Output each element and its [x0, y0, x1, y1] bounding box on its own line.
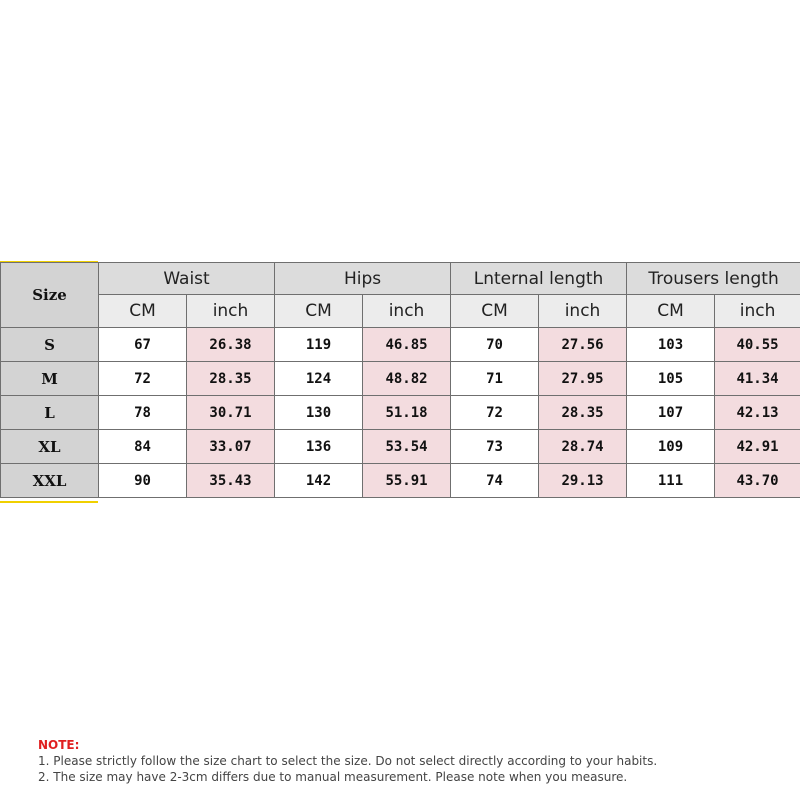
- waist-cm-cell: 90: [99, 464, 187, 498]
- internal-length-inch-cell: 28.35: [539, 396, 627, 430]
- size-chart-table: [0, 262, 800, 498]
- trousers-length-cm-cell: 111: [627, 464, 715, 498]
- unit-header-inch: inch: [715, 295, 800, 328]
- table-row: [1, 430, 800, 464]
- hips-cm-cell: 130: [275, 396, 363, 430]
- waist-inch-cell: 30.71: [187, 396, 275, 430]
- waist-inch-cell: 26.38: [187, 328, 275, 362]
- unit-header-inch: inch: [187, 295, 275, 328]
- trousers-length-cm-cell: 105: [627, 362, 715, 396]
- waist-cm-cell: 67: [99, 328, 187, 362]
- waist-inch-cell: 35.43: [187, 464, 275, 498]
- size-label: XXL: [1, 464, 99, 498]
- trousers-length-cm-cell: 109: [627, 430, 715, 464]
- hips-header: Hips: [275, 263, 451, 295]
- hips-inch-cell: 53.54: [363, 430, 451, 464]
- unit-header-cm: CM: [627, 295, 715, 328]
- waist-cm-cell: 72: [99, 362, 187, 396]
- size-label: M: [1, 362, 99, 396]
- table-row: [1, 464, 800, 498]
- unit-header-cm: CM: [99, 295, 187, 328]
- table-row: [1, 396, 800, 430]
- size-label: XL: [1, 430, 99, 464]
- trousers-length-inch-cell: 42.91: [715, 430, 800, 464]
- waist-header: Waist: [99, 263, 275, 295]
- internal-length-cm-cell: 72: [451, 396, 539, 430]
- size-header: Size: [1, 263, 99, 328]
- waist-cm-cell: 78: [99, 396, 187, 430]
- size-label: S: [1, 328, 99, 362]
- hips-cm-cell: 119: [275, 328, 363, 362]
- internal-length-cm-cell: 73: [451, 430, 539, 464]
- hips-inch-cell: 48.82: [363, 362, 451, 396]
- hips-inch-cell: 55.91: [363, 464, 451, 498]
- waist-inch-cell: 28.35: [187, 362, 275, 396]
- internal-length-inch-cell: 29.13: [539, 464, 627, 498]
- unit-header-inch: inch: [539, 295, 627, 328]
- trousers-length-inch-cell: 41.34: [715, 362, 800, 396]
- table-row: [1, 362, 800, 396]
- group-header-row: [1, 263, 800, 295]
- internal-length-inch-cell: 27.56: [539, 328, 627, 362]
- internal-length-cm-cell: 74: [451, 464, 539, 498]
- hips-cm-cell: 124: [275, 362, 363, 396]
- note-line: 2. The size may have 2-3cm differs due to manual measurement. Please note when you measure.: [38, 770, 628, 784]
- trousers-length-cm-cell: 103: [627, 328, 715, 362]
- note-line: 1. Please strictly follow the size chart to select the size. Do not select directly according to your habits.: [38, 754, 658, 768]
- trousers-length-inch-cell: 42.13: [715, 396, 800, 430]
- table-row: [1, 328, 800, 362]
- hips-cm-cell: 142: [275, 464, 363, 498]
- internal-length-cm-cell: 71: [451, 362, 539, 396]
- internal-length-cm-cell: 70: [451, 328, 539, 362]
- trousers-length-inch-cell: 43.70: [715, 464, 800, 498]
- size-column-bottom-accent: [0, 501, 98, 503]
- hips-inch-cell: 51.18: [363, 396, 451, 430]
- trousers-length-inch-cell: 40.55: [715, 328, 800, 362]
- trousers-length-header: Trousers length: [627, 263, 800, 295]
- trousers-length-cm-cell: 107: [627, 396, 715, 430]
- size-label: L: [1, 396, 99, 430]
- note-title: NOTE:: [38, 738, 80, 752]
- internal-length-inch-cell: 28.74: [539, 430, 627, 464]
- unit-header-cm: CM: [275, 295, 363, 328]
- internal-length-header: Lnternal length: [451, 263, 627, 295]
- hips-cm-cell: 136: [275, 430, 363, 464]
- unit-header-row: [1, 295, 800, 328]
- waist-cm-cell: 84: [99, 430, 187, 464]
- internal-length-inch-cell: 27.95: [539, 362, 627, 396]
- size-note: [38, 737, 778, 785]
- unit-header-cm: CM: [451, 295, 539, 328]
- unit-header-inch: inch: [363, 295, 451, 328]
- waist-inch-cell: 33.07: [187, 430, 275, 464]
- hips-inch-cell: 46.85: [363, 328, 451, 362]
